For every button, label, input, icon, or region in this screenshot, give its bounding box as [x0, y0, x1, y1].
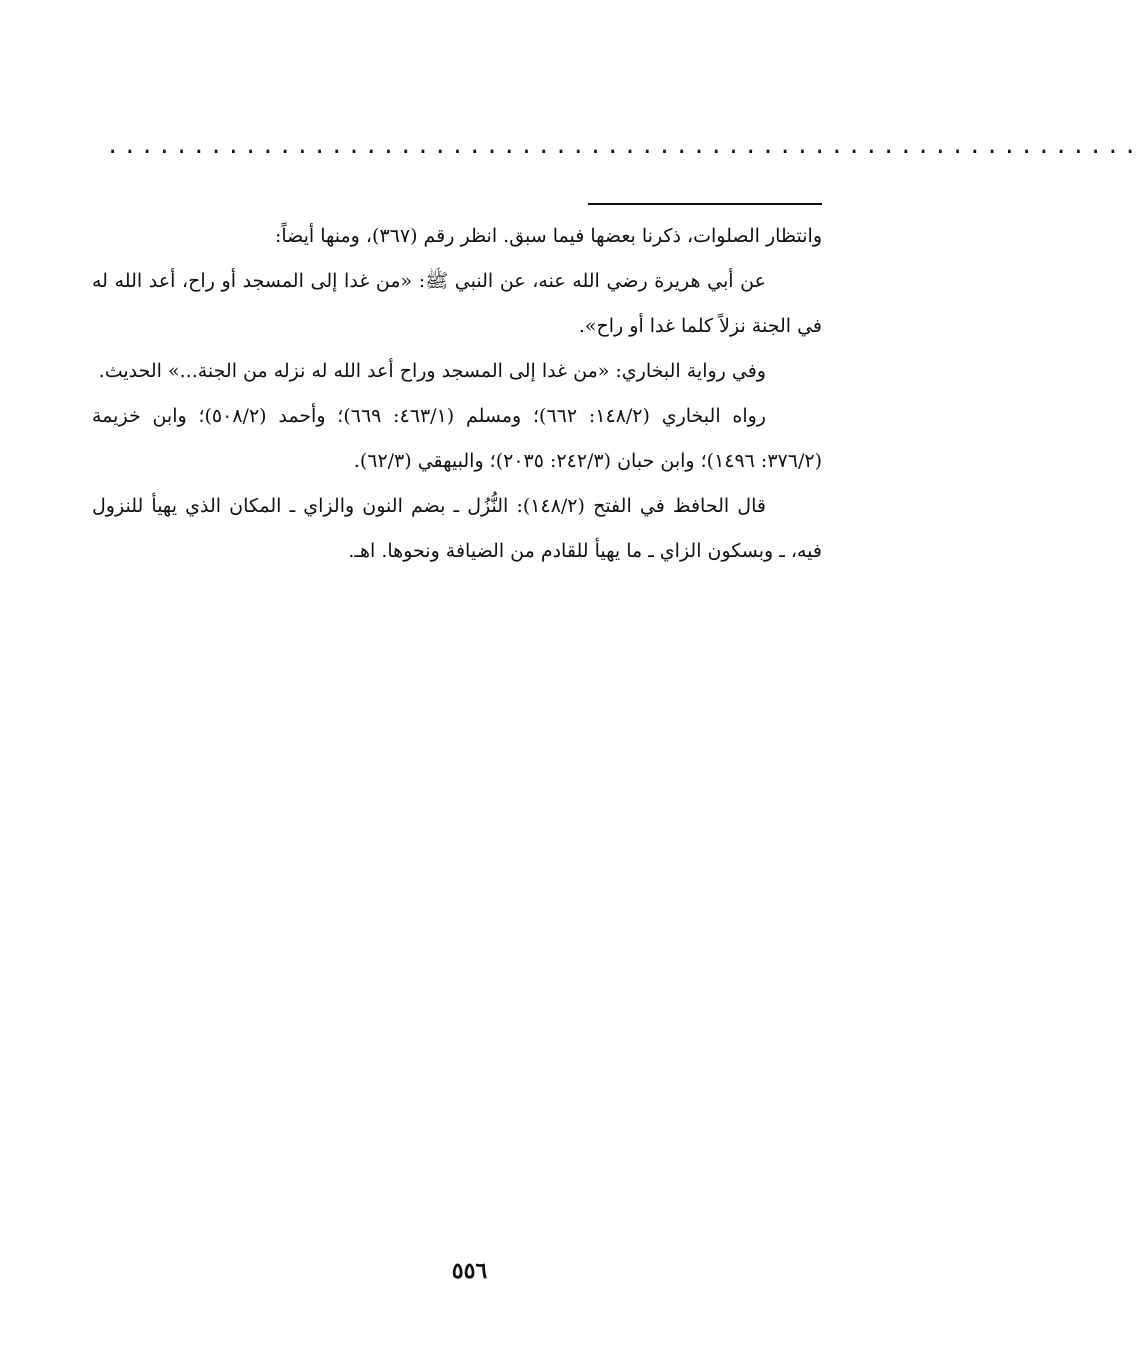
paragraph-hafiz-commentary: قال الحافظ في الفتح (١٤٨/٢): النُّزُل ـ بضم النون والزاي ـ المكان الذي يهيأ للنزول فيه، ـ وبسكون الزاي ـ ما يهيأ للقادم من الضيافة ونحوها. اهـ.	[92, 495, 822, 562]
main-text	[92, 214, 822, 574]
paragraph-intro: وانتظار الصلوات، ذكرنا بعضها فيما سبق. انظر رقم (٣٦٧)، ومنها أيضاً:	[274, 225, 822, 247]
footnote-rule	[588, 203, 822, 205]
paragraph-sources: رواه البخاري (١٤٨/٢: ٦٦٢)؛ ومسلم (٤٦٣/١: ٦٦٩)؛ وأحمد (٥٠٨/٢)؛ وابن خزيمة (٣٧٦/٢: ١٤٩٦)؛ وابن حبان (٢٤٢/٣: ٢٠٣٥)؛ والبيهقي (٦٢/٣).	[92, 405, 822, 472]
page-number: ٥٥٦	[451, 1258, 488, 1284]
paragraph-bukhari-narration: وفي رواية البخاري: «من غدا إلى المسجد وراح أعد الله له نزله من الجنة...» الحديث.	[98, 360, 766, 382]
section-separator-dots: ............................................................	[106, 134, 1141, 159]
paragraph-hadith: عن أبي هريرة رضي الله عنه، عن النبي ﷺ: «من غدا إلى المسجد أو راح، أعد الله له في الجنة نزلاً كلما غدا أو راح».	[92, 270, 822, 337]
